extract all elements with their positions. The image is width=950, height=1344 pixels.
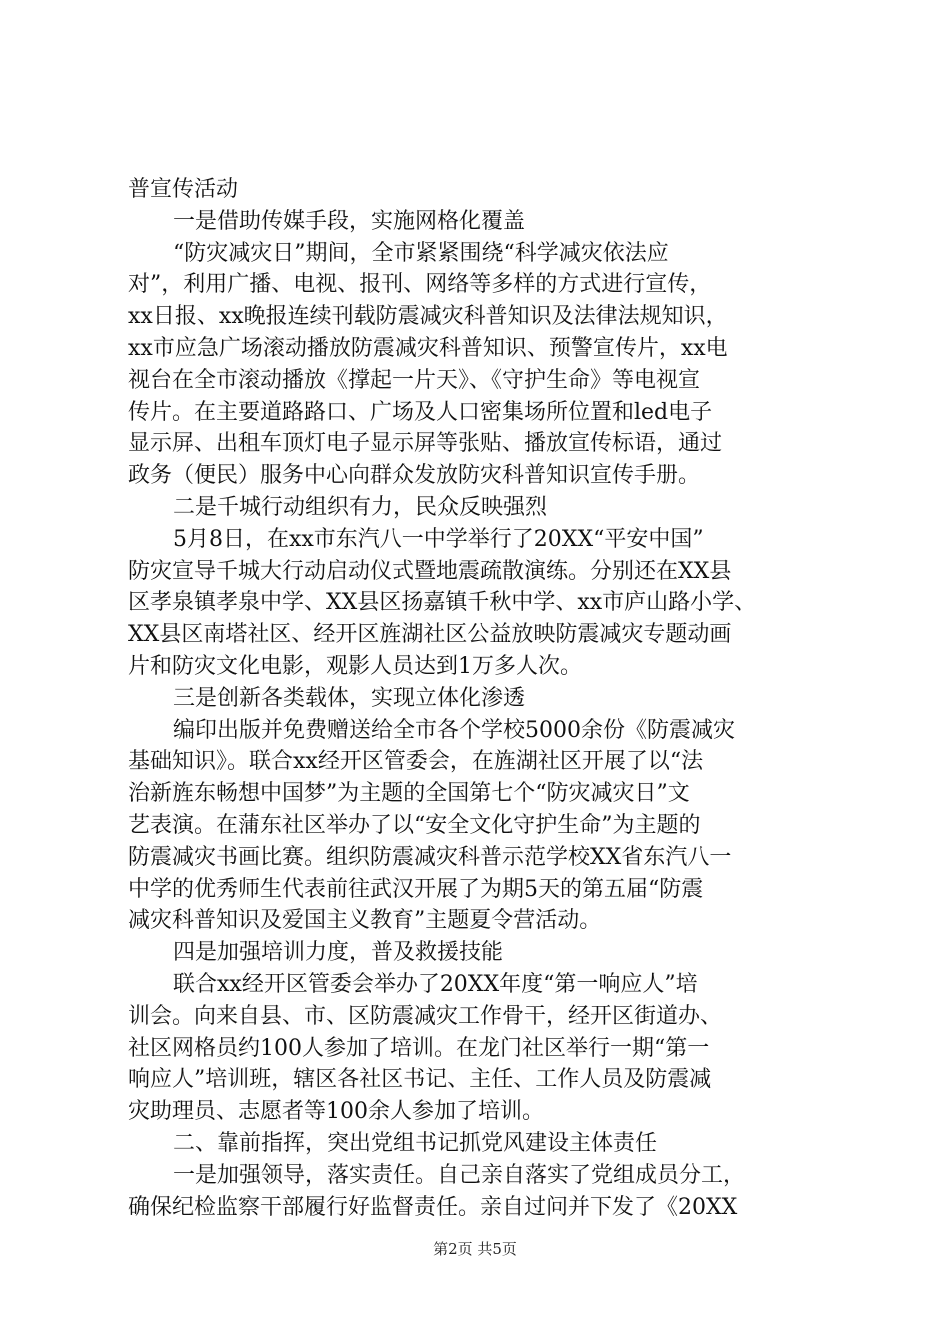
text-line: 显示屏、出租车顶灯电子显示屏等张贴、播放宣传标语，通过 (128, 431, 723, 457)
text-line: 艺表演。在蒲东社区举办了以“安全文化守护生命”为主题的 (128, 812, 701, 838)
text-line: 防灾宣导千城大行动启动仪式暨地震疏散演练。分别还在XX县 (128, 558, 732, 584)
text-line: 灾助理员、志愿者等100余人参加了培训。 (128, 1099, 544, 1125)
text-line: 社区网格员约100人参加了培训。在龙门社区举行一期“第一 (128, 1035, 710, 1061)
text-line: 治新旌东畅想中国梦”为主题的全国第七个“防灾减灾日”文 (128, 781, 690, 807)
text-line: 联合xx经开区管委会举办了20XX年度“第一响应人”培 (173, 971, 698, 997)
text-line: 防震减灾书画比赛。组织防震减灾科普示范学校XX省东汽八一 (128, 844, 732, 870)
text-line: 编印出版并免费赠送给全市各个学校5000余份《防震减灾 (173, 717, 735, 743)
text-line: 传片。在主要道路路口、广场及人口密集场所位置和led电子 (128, 399, 713, 425)
text-line: “防灾减灾日”期间，全市紧紧围绕“科学减灾依法应 (173, 240, 669, 266)
text-line: 对”，利用广播、电视、报刊、网络等多样的方式进行宣传， (128, 272, 712, 298)
text-line: 一是加强领导，落实责任。自己亲自落实了党组成员分工， (173, 1162, 746, 1188)
text-line: 四是加强培训力度，普及救援技能 (173, 940, 504, 966)
text-line: 一是借助传媒手段，实施网格化覆盖 (173, 208, 526, 234)
text-line: 确保纪检监察干部履行好监督责任。亲自过问并下发了《20XX (128, 1194, 738, 1220)
text-line: 片和防灾文化电影，观影人员达到1万多人次。 (128, 653, 582, 679)
text-line: XX县区南塔社区、经开区旌湖社区公益放映防震减灾专题动画 (128, 622, 732, 648)
text-line: 视台在全市滚动播放《撑起一片天》、《守护生命》等电视宣 (128, 367, 701, 393)
page-footer: 第2页 共5页 (433, 1240, 517, 1258)
text-line: 训会。向来自县、市、区防震减灾工作骨干，经开区街道办、 (128, 1003, 723, 1029)
text-line: 响应人”培训班，辖区各社区书记、主任、工作人员及防震减 (128, 1067, 712, 1093)
text-line: 政务（便民）服务中心向群众发放防灾科普知识宣传手册。 (128, 463, 701, 489)
text-line: xx日报、xx晚报连续刊载防震减灾科普知识及法律法规知识， (128, 304, 728, 330)
text-line: 二、靠前指挥，突出党组书记抓党风建设主体责任 (173, 1130, 658, 1156)
text-line: xx市应急广场滚动播放防震减灾科普知识、预警宣传片，xx电 (128, 335, 728, 361)
text-line: 普宣传活动 (128, 177, 239, 202)
text-line: 减灾科普知识及爱国主义教育”主题夏令营活动。 (128, 908, 602, 934)
text-line: 二是千城行动组织有力，民众反映强烈 (173, 494, 548, 520)
text-line: 三是创新各类载体，实现立体化渗透 (173, 685, 526, 711)
text-line: 基础知识》。联合xx经开区管委会，在旌湖社区开展了以“法 (128, 749, 704, 775)
text-line: 区孝泉镇孝泉中学、XX县区扬嘉镇千秋中学、xx市庐山路小学、 (128, 590, 757, 616)
text-line: 中学的优秀师生代表前往武汉开展了为期5天的第五届“防震 (128, 876, 704, 902)
text-line: 5月8日，在xx市东汽八一中学举行了20XX“平安中国” (173, 526, 704, 552)
body-text (128, 174, 840, 1223)
